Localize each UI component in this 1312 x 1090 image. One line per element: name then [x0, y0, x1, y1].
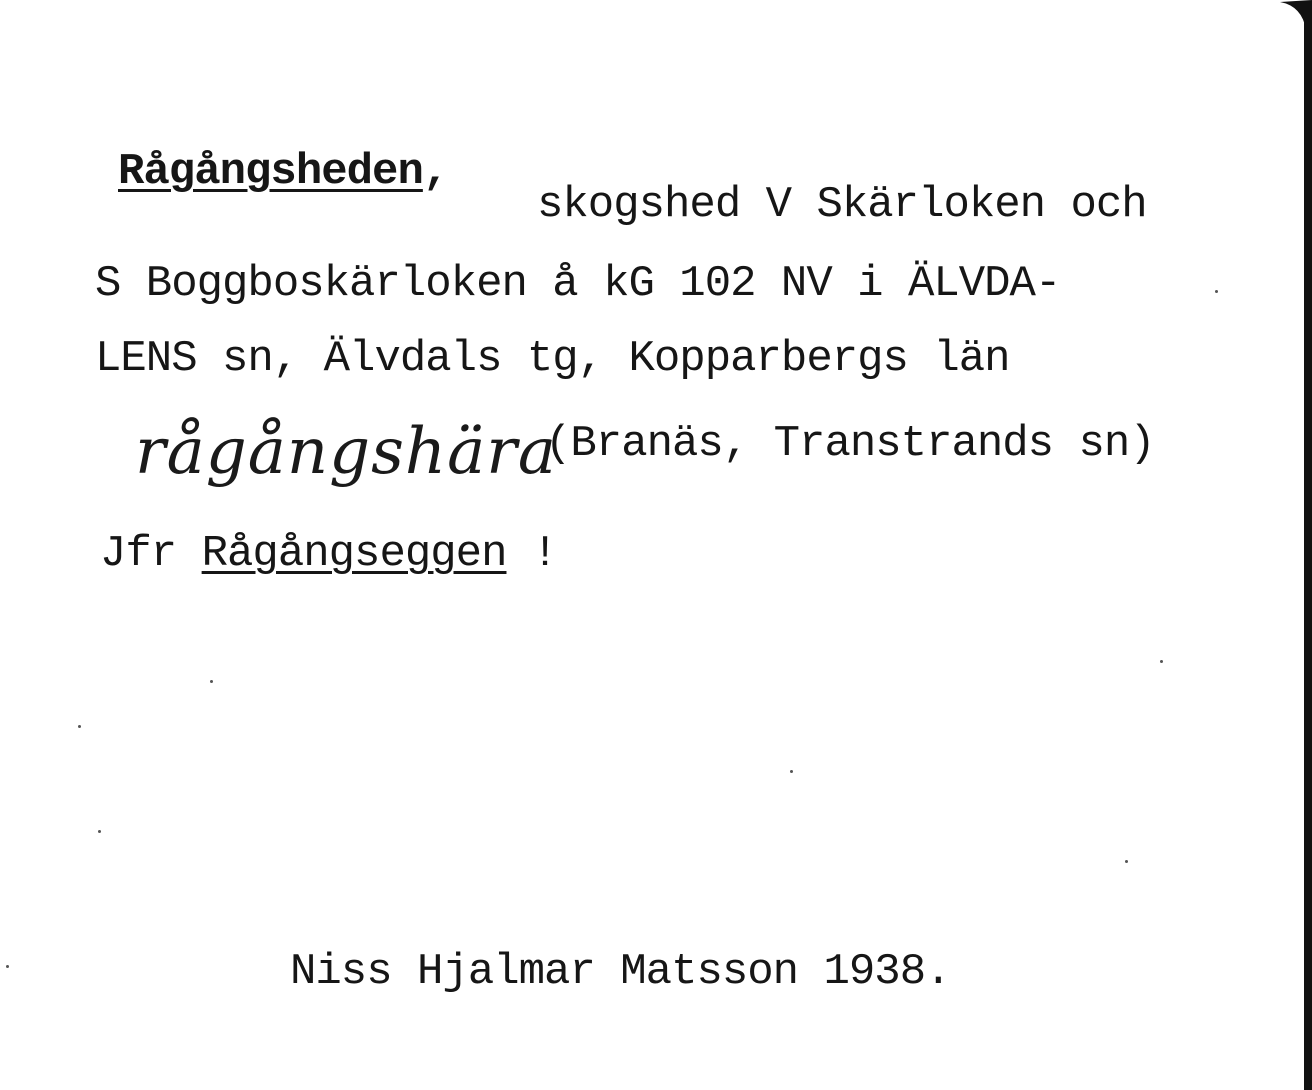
headword: Rågångsheden — [118, 147, 423, 197]
description-line-4: (Branäs, Transtrands sn) — [545, 419, 1155, 469]
headword-comma: , — [422, 147, 449, 197]
scan-speck — [98, 830, 101, 833]
cross-reference — [100, 529, 558, 579]
description-line-3: LENS sn, Älvdals tg, Kopparbergs län — [95, 334, 1010, 384]
handwritten-dialect-form: rågångshära — [135, 415, 558, 489]
description-line-1: skogshed V Skärloken och — [537, 180, 1147, 230]
scan-speck — [790, 770, 793, 773]
description-line-2: S Boggboskärloken å kG 102 NV i ÄLVDA- — [95, 259, 1061, 309]
scan-speck — [1160, 660, 1163, 663]
headword-line — [118, 147, 449, 197]
scan-speck — [1125, 860, 1128, 863]
scan-speck — [6, 965, 9, 968]
source-line: Niss Hjalmar Matsson 1938. — [290, 947, 951, 997]
scan-speck — [78, 725, 81, 728]
cross-reference-suffix: ! — [531, 529, 558, 579]
cross-reference-target: Rågångseggen — [201, 529, 507, 579]
scan-speck — [1215, 290, 1218, 293]
card-edge — [1304, 8, 1312, 1090]
card-corner — [1272, 0, 1312, 30]
cross-reference-prefix: Jfr — [100, 529, 177, 579]
scan-speck — [210, 680, 213, 683]
